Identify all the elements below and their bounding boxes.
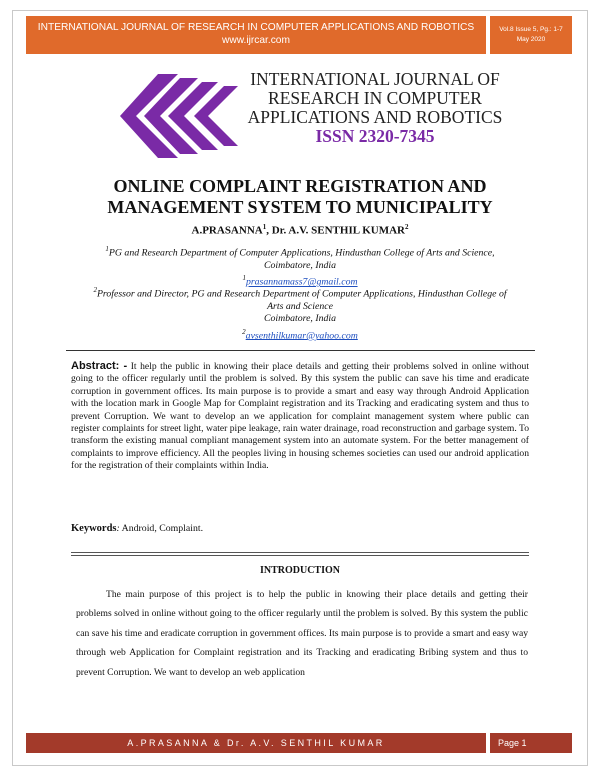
journal-logo-icon <box>120 72 248 160</box>
affil-2-line1: Professor and Director, PG and Research Department of Computer Applications, Hindusthan College of <box>96 288 507 300</box>
paper-title-line2: MANAGEMENT SYSTEM TO MUNICIPALITY <box>107 197 493 217</box>
divider-double-bottom <box>71 555 529 556</box>
affil-2-line2: Arts and Science <box>267 300 333 312</box>
header-date: May 2020 <box>516 36 546 43</box>
journal-title-line2: RESEARCH IN COMPUTER <box>268 88 482 108</box>
affil-2-sup: 2 <box>93 286 97 294</box>
header-volume: Vol.8 Issue 5, Pg.: 1-7 <box>499 26 563 33</box>
footer-banner <box>12 733 588 753</box>
footer-authors: A.PRASANNA & Dr. A.V. SENTHIL KUMAR <box>26 733 486 753</box>
keywords-colon: : <box>116 523 120 534</box>
header-banner <box>12 16 588 54</box>
keywords <box>71 523 529 534</box>
author-1: A.PRASANNA <box>191 224 263 237</box>
email-1-sup: 1 <box>242 274 246 283</box>
author-1-sup: 1 <box>262 223 267 231</box>
author-2: , Dr. A.V. SENTHIL KUMAR <box>266 224 405 237</box>
paper-title <box>40 176 560 218</box>
abstract <box>71 360 529 473</box>
header-website[interactable]: www.ijrcar.com <box>222 35 290 46</box>
journal-title-line3: APPLICATIONS AND ROBOTICS <box>247 107 503 127</box>
page-number: Page 1 <box>490 733 572 753</box>
affiliation-1 <box>66 243 534 289</box>
header-journal-name: INTERNATIONAL JOURNAL OF RESEARCH IN COMPUTER APPLICATIONS AND ROBOTICS <box>37 22 475 33</box>
journal-title-line1: INTERNATIONAL JOURNAL OF <box>250 69 500 89</box>
keywords-label: Keywords <box>71 523 117 534</box>
affil-1-sup: 1 <box>105 245 109 253</box>
introduction-text: The main purpose of this project is to help the public in knowing their place details and getting their problems solved in online without going to the officer regularly until the problem is solved. By this system the public can save his time and eradicate corruption in government offices. Its main purpose is to provide a smart and easy way through web Application for Complaint registration and its Tracking and eradicating Bribing system and thus to prevent Corruption. We want to develop an web application <box>76 589 528 678</box>
keywords-text: Android, Complaint. <box>119 523 204 534</box>
author-line <box>40 223 560 237</box>
divider-double-top <box>71 552 529 553</box>
email-2-sup: 2 <box>242 328 246 337</box>
section-heading: INTRODUCTION <box>259 565 340 576</box>
issn: ISSN 2320-7345 <box>315 126 435 146</box>
email-2-link[interactable]: avsenthilkumar@yahoo.com <box>245 330 358 342</box>
divider-top <box>66 350 535 351</box>
header-issue-box <box>490 16 572 54</box>
affil-2-line3: Coimbatore, India <box>263 313 337 325</box>
abstract-text: It help the public in knowing their place details and getting their problems solved in online without going to the officer regularly until the problem is solved. By this system the public can save his time and eradicate corruption in government offices. Its main purpose is to provide a smart and easy way through Android Application with the location mark in Google Map for Complaint registration and its Tracking and eradicating system and thus to prevent Corruption. We want to develop an we application for complaint management system where public can register complaints for street light, water pipe leakage, rain water drainage, road reconstruction and garbage system. To transform the existing manual compliant management system into an automate system. For the better management of complaints to improve efficiency. All the peoples living in housing schemes societies can used our android application for the registration of their complaints within India. <box>71 361 529 472</box>
header-journal-box <box>26 16 486 54</box>
email-1-link[interactable]: prasannamass7@gmail.com <box>245 276 358 288</box>
journal-title <box>244 70 506 146</box>
affil-1-line1: PG and Research Department of Computer Applications, Hindusthan College of Arts and Science, <box>108 247 495 259</box>
affiliation-2 <box>66 284 534 343</box>
author-2-sup: 2 <box>404 223 409 231</box>
paper-title-line1: ONLINE COMPLAINT REGISTRATION AND <box>113 176 487 196</box>
abstract-label: Abstract: - <box>71 360 128 372</box>
affil-1-line2: Coimbatore, India <box>263 259 337 271</box>
